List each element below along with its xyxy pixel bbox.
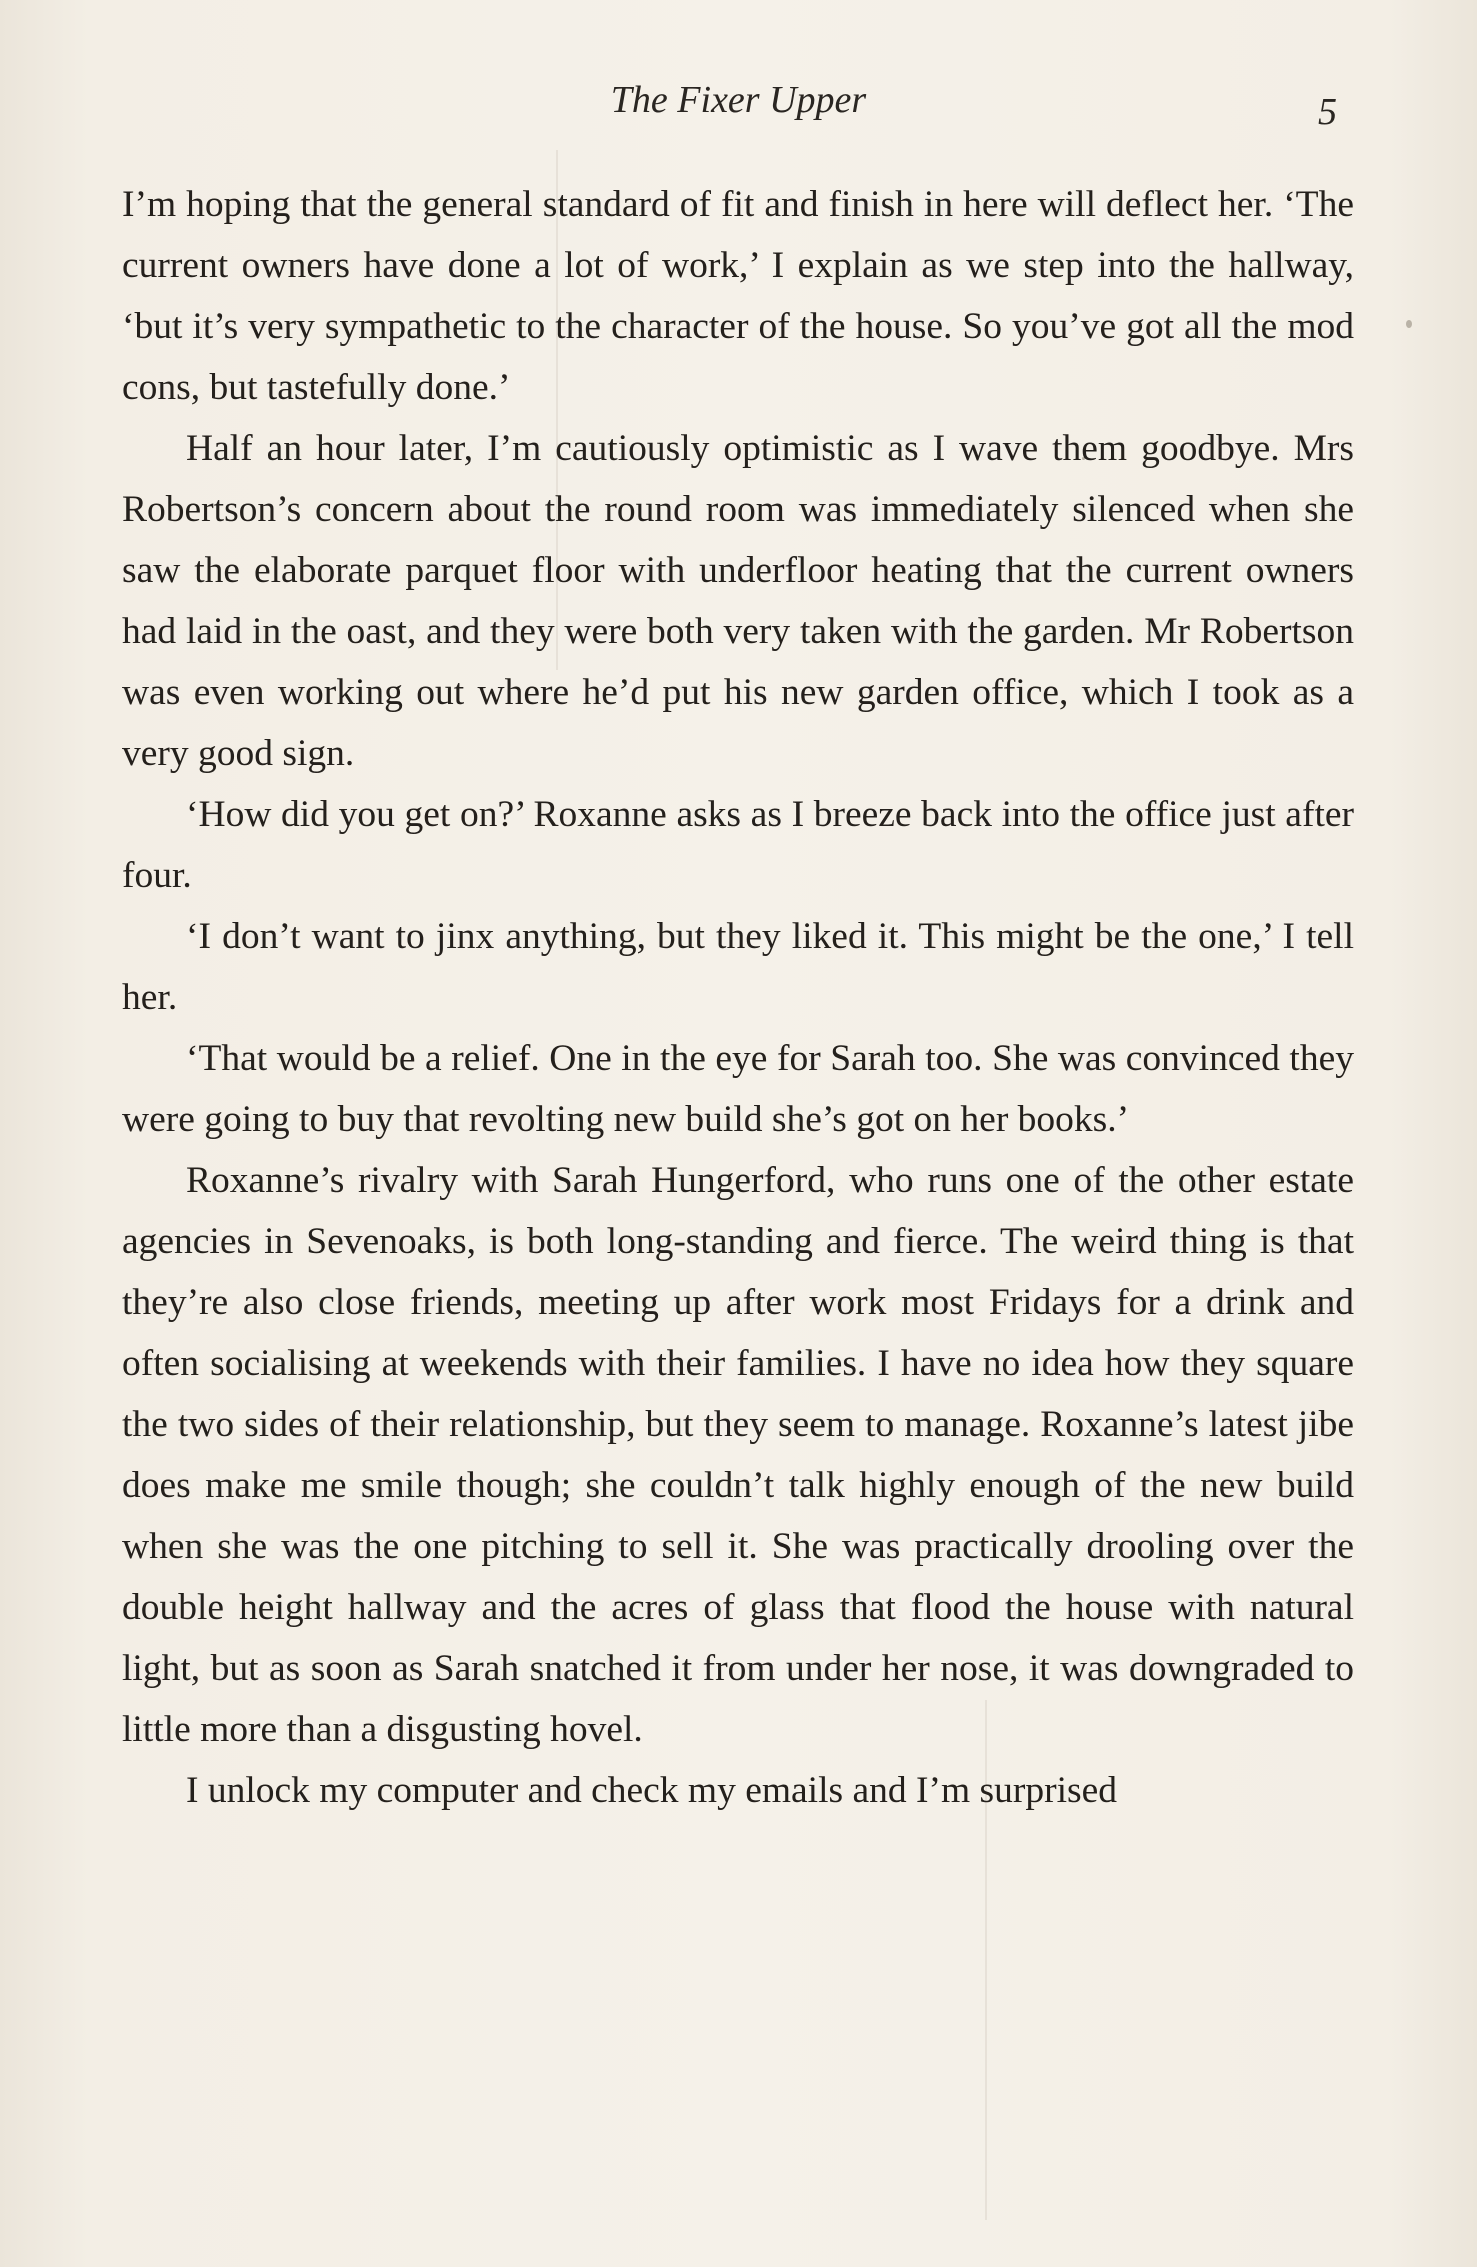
body-text xyxy=(122,174,1354,1821)
paragraph: Roxanne’s rivalry with Sarah Hungerford, who runs one of the other estate agencies in Sevenoaks, is both long-standing and fierce. The weird thing is that they’re also close friends, meeting up after work most Fridays for a drink and often socialising at weekends with their families. I have no idea how they square the two sides of their relationship, but they seem to manage. Roxanne’s latest jibe does make me smile though; she couldn’t talk highly enough of the new build when she was the one pitching to sell it. She was practically drooling over the double height hallway and the acres of glass that flood the house with natural light, but as soon as Sarah snatched it from under her nose, it was downgraded to little more than a disgusting hovel. xyxy=(122,1160,1354,1750)
paragraph: ‘I don’t want to jinx anything, but they liked it. This might be the one,’ I tell her. xyxy=(122,916,1354,1018)
paragraph: I’m hoping that the general standard of fit and finish in here will deflect her. ‘The current owners have done a lot of work,’ I explain as we step into the hallway, ‘but it’s very sympathetic to the character of the house. So you’ve got all the mod cons, but tastefully done.’ xyxy=(122,184,1354,408)
paragraph: Half an hour later, I’m cautiously optimistic as I wave them goodbye. Mrs Robertson’s concern about the round room was immediately silenced when she saw the elaborate parquet floor with underfloor heating that the current owners had laid in the oast, and they were both very taken with the garden. Mr Robertson was even working out where he’d put his new garden office, which I took as a very good sign. xyxy=(122,428,1354,774)
paragraph: ‘That would be a relief. One in the eye for Sarah too. She was convinced they were going to buy that revolting new build she’s got on her books.’ xyxy=(122,1038,1354,1140)
paragraph: ‘How did you get on?’ Roxanne asks as I breeze back into the office just after four. xyxy=(122,794,1354,896)
running-head xyxy=(0,70,1477,133)
page-number: 5 xyxy=(1318,91,1337,133)
paper-speck xyxy=(1406,320,1412,328)
paragraph: I unlock my computer and check my emails and I’m surprised xyxy=(186,1770,1117,1811)
book-title: The Fixer Upper xyxy=(610,79,867,121)
